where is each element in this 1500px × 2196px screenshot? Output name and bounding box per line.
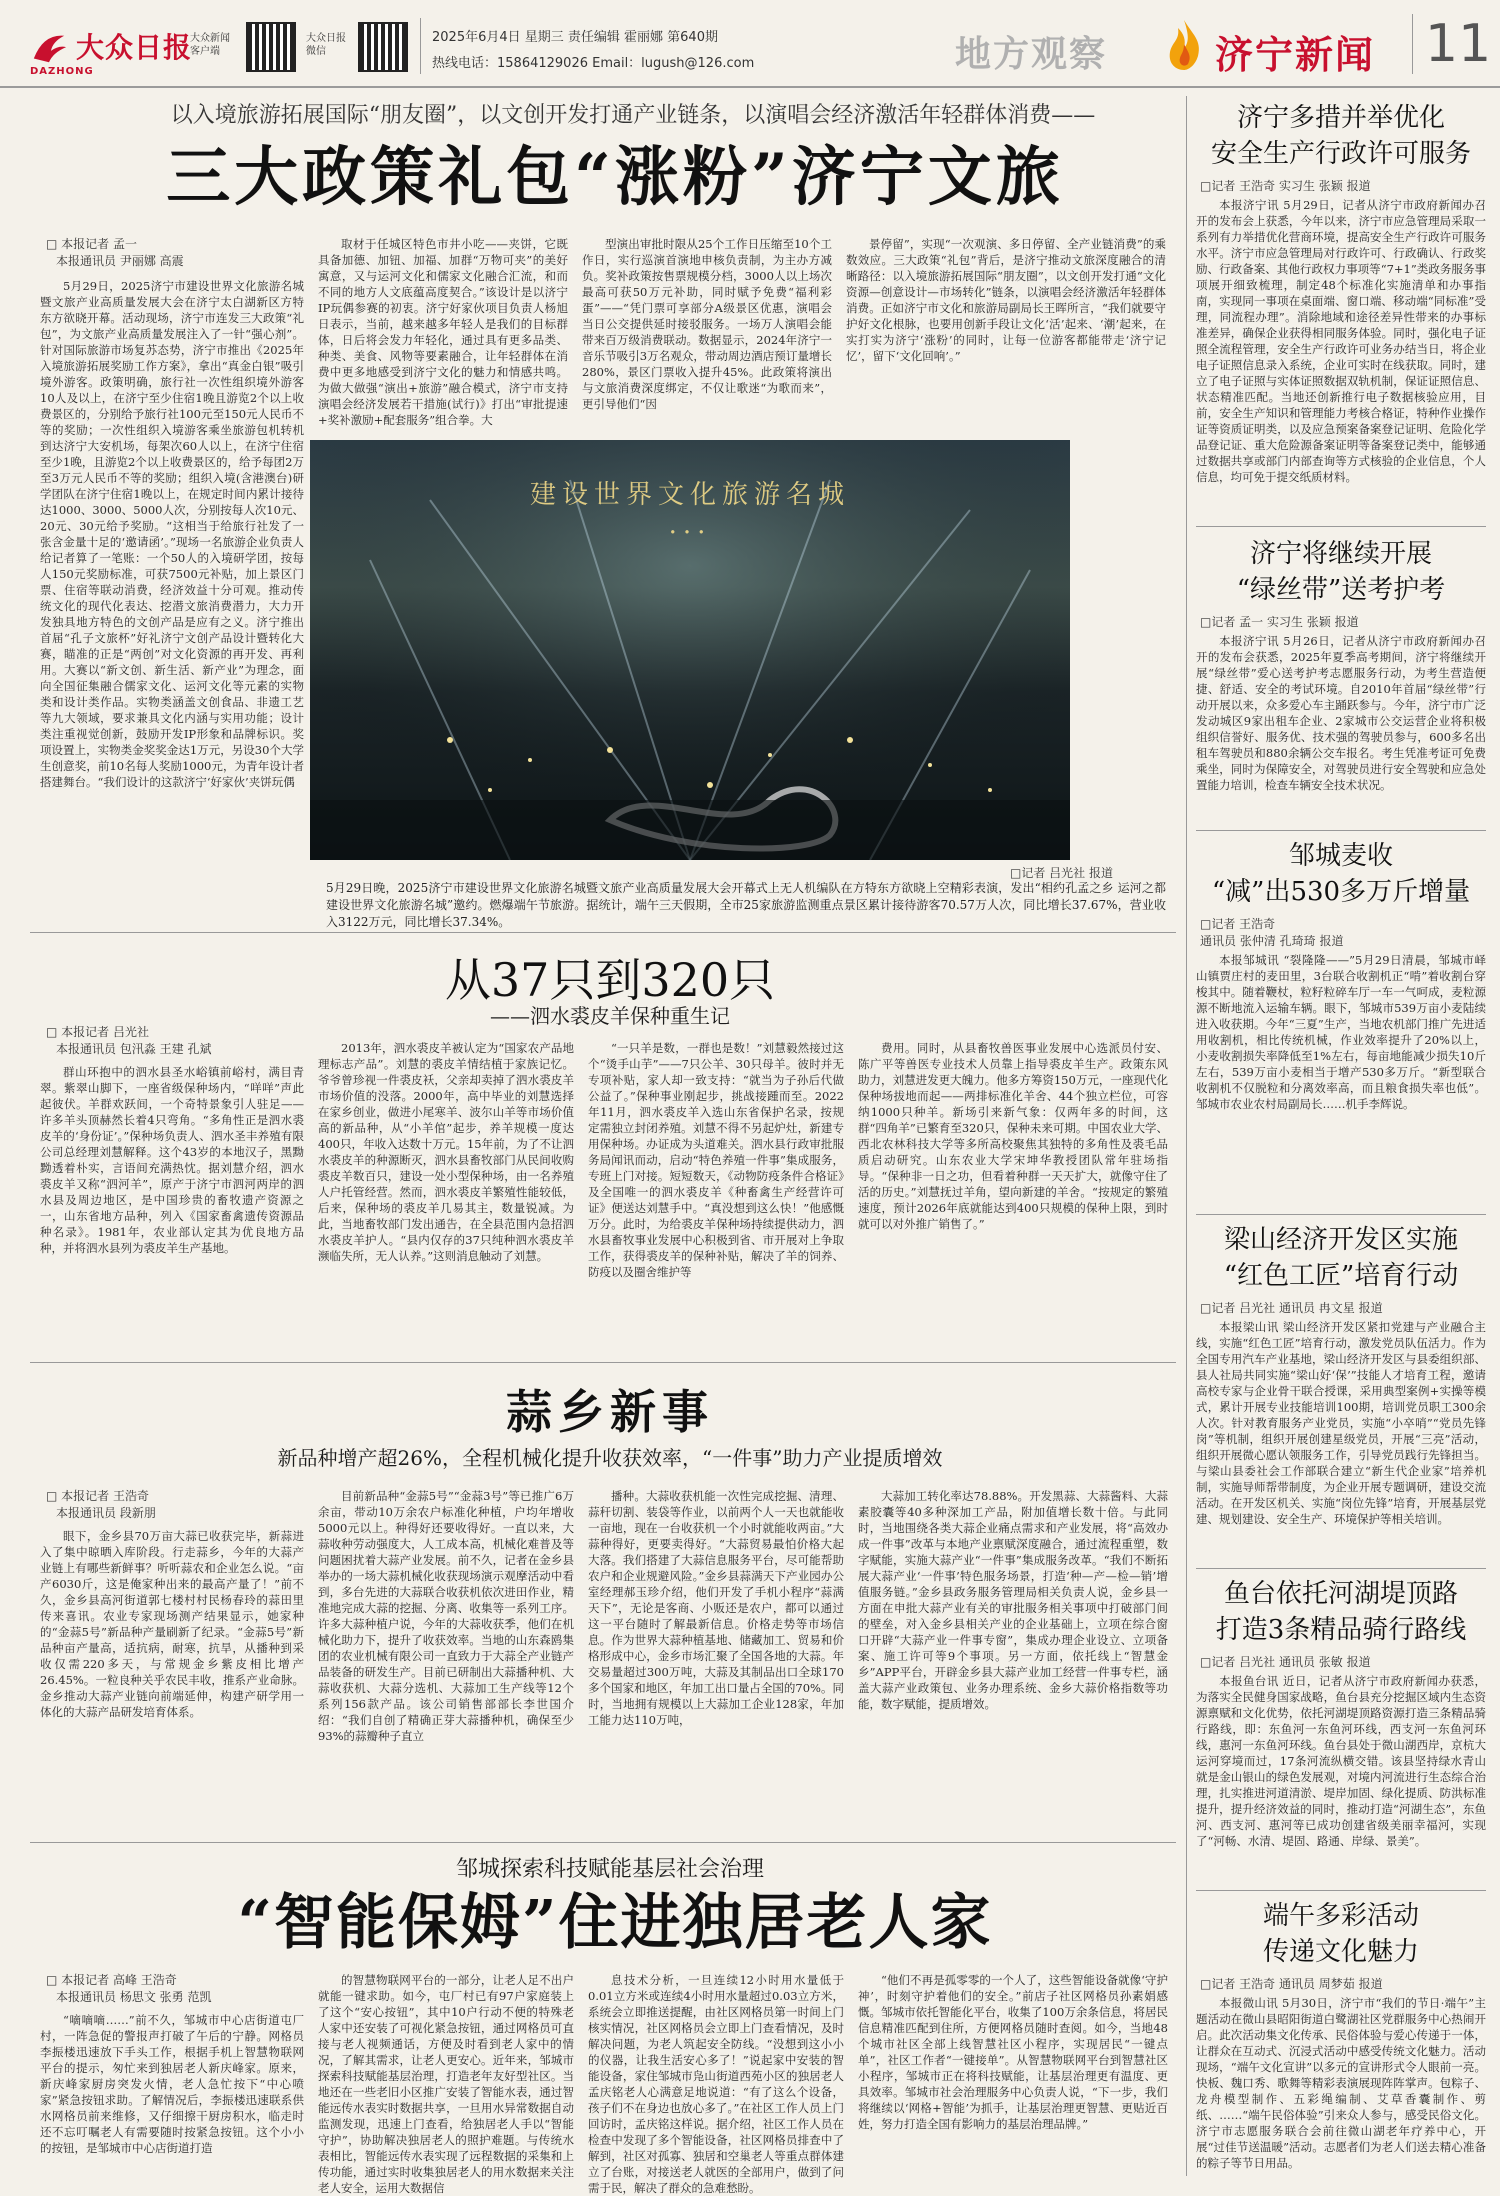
section-label: 地方观察 <box>955 34 1108 75</box>
story4-kicker: 邹城探索科技赋能基层社会治理 <box>455 1857 764 1882</box>
brief-3-body: 本报邹城讯 “裂隆隆——”5月29日清晨，邹城市峄山镇贾庄村的麦田里，3台联合收割机正“啃”着收割台穿梭其中。随着鞭杖，粒籽粒碎车厅一车一气呵成，麦粒源源不断地流入运输车辆。眼下，邹城市539万亩小麦陆续进入收获期。今年“三夏”生产，当地农机部门推广先进适用收割机，相比传统机械，作业效率提升了20%以上，小麦收割损失率降低至1%左右，每亩地能减少损失10斤左右，539万亩小麦相当于增产530多万斤。“新型联合收割机不仅脱粒和分离效率高，而且粮食损失率也低”。邹城市农业农村局副局长……机手李辉说。 <box>1196 953 1486 1111</box>
masthead-divider <box>420 18 421 74</box>
sidebar-rule-4 <box>1196 1568 1486 1569</box>
story4-col-3: 息技术分析，一旦连续12小时用水量低于0.01立方米或连续4小时用水量超过0.03立方米，系统会立即推送提醒，由社区网格员第一时间上门核实情况，社区网格员会立即上门查看情况，及时解决问题，为老人筑起安全防线。“没想到这小小的仪器，让我生活安心多了！”说起家中安装的智能设备，家住邹城市凫山街道西苑小区的独居老人孟庆铭老人心满意足地说道：“有了这么个设备，孩子们不在身边也放心多了。”在社区工作人员上门回访时，孟庆铭这样说。据介绍，社区工作人员在检查中发现了多个智能设备，社区网格员排查中了解到，社区对孤寡、独居和空巢老人等重点群体建立了台账，对接送老人就医的全部用户，做到了问需于民，解决了群众的急难愁盼。 <box>588 1973 844 2195</box>
story2-col-4: 费用。同时，从县畜牧兽医事业发展中心选派员付安、陈广平等兽医专业技术人员靠上指导裘皮羊生产。政策东风助力，刘慧进发更大魄力。他多方筹资150万元，一座现代化保种场拔地而起——两排标准化羊舍、44个独立栏位，可容纳1000只种羊。新场引来新气象：仅两年多的时间，这群“四角羊”已繁育至320只，保种未来可期。中国农业大学、西北农林科技大学等多所高校聚焦其独特的多角性及裘毛品质启动研究。山东农业大学宋坤华教授团队常年驻场指导。“保种非一日之功，但看着种群一天天扩大，就像守住了活的历史。”刘慧抚过羊角，望向新建的羊舍。“按规定的繁殖速度，预计2026年底就能达到400只规模的保种上限，到时就可以对外推广销售了。” <box>858 1041 1168 1231</box>
contact-line: 热线电话：15864129026 Email：lugush@126.com <box>432 56 755 71</box>
masthead <box>0 0 1500 88</box>
brief-3-byline: □记者 王浩奇 通讯员 张仲清 孔琦琦 报道 <box>1200 917 1344 948</box>
brief-6-byline: □记者 王浩奇 通讯员 周梦茹 报道 <box>1200 1977 1383 1991</box>
story2-headline: 从37只到320只 <box>444 953 776 1007</box>
story3-headline: 蒜乡新事 <box>506 1385 714 1439</box>
brief-1-body: 本报济宁讯 5月29日，记者从济宁市政府新闻办召开的发布会上获悉，今年以来，济宁市应急管理局采取一系列有力举措优化营商环境，提高安全生产行政许可服务水平。济宁市应急管理局对行政许可、行政确认、行政奖励、行政备案、其他行政权力事项等“7+1”类政务服务事项展开细致梳理，制定48个标准化实施清单和办事指南，实现同一事项在桌面端、窗口端、移动端“同标准”受理，同流程办理”。消除地域和途径差异性带来的办事标准差异，确保企业获得相同服务体验。同时，强化电子证照全流程管理，安全生产行政许可业务办结当日，将企业电子证照信息录入系统，企业可实时在线获取。同时，建立了电子证照与实体证照数据双轨机制，保证证照信息、状态精准匹配。当地还创新推行电子数据核验应用，目前，安全生产知识和管理能力考核合格证，特种作业操作证等资质证明类，以及应急预案备案登记证明、危险化学品登记证、重大危险源备案证明等备案登记类中，能够通过数据共享或部门内部查询等方式核验的企业信息，个人信息，均可免于提交纸质材料。 <box>1196 198 1486 484</box>
story2-col-1: 群山环抱中的泗水县圣水峪镇前峪村，满目青翠。紫翠山脚下，一座省级保种场内，“咩咩”声此起彼伏。羊群欢跃间，一个奇特景象引人驻足——许多羊头顶赫然长着4只弯角。“多角性正是泗水裘皮羊的‘身份证’。”保种场负责人、泗水圣丰养殖有限公司总经理刘慧解释。这个43岁的本地汉子，黑黝黝透着朴实，言语间充满热忱。据刘慧介绍，泗水裘皮羊又称“泗河羊”，原产于济宁市泗河两岸的泗水县及周边地区，是中国珍贵的畜牧遗产资源之一，山东省地方品种，列入《国家畜禽遗传资源品种名录》。1981年，农业部认定其为优良地方品种，并将泗水县列为裘皮羊生产基地。 <box>40 1065 304 1255</box>
story4-col-4: “他们不再是孤零零的一个人了，这些智能设备就像‘守护神’，时刻守护着他们的安全。”前店子社区网格员孙素娟感慨。邹城市依托智能化平台，收集了100万余条信息，将居民信息精准匹配到住所，方便网格员随时查阅。如今，当地48个城市社区全部上线智慧社区小程序，实现居民“一键点单”，社区工作者“一键接单”。从智慧物联网平台到智慧社区小程序，邹城市正在将科技赋能，让基层治理更有温度、更具效率。邹城市社会治理服务中心负责人说，“下一步，我们将继续以‘网格+智能’为抓手，让基层治理更智慧、更贴近百姓，努力打造全国有影响力的基层治理品牌。” <box>858 1973 1168 2131</box>
story4-byline: □ 本报记者 高峰 王浩奇 本报通讯员 杨思文 张勇 范凯 <box>46 1973 212 2004</box>
sidebar-brief-3 <box>1196 838 1486 1192</box>
story4-col-1: “嘀嘀嘀……”前不久，邹城市中心店街道屯厂村，一阵急促的警报声打破了午后的宁静。网格员李振楼迅速放下手头工作，根据手机上智慧物联网平台的提示，匆忙来到独居老人新庆峰家。原来，新庆峰家厨房突发火情，老人急忙按下“中心喷家”紧急按钮求助。了解情况后，李振楼迅速联系供水网格员前来维修，又仔细擦干厨房积水，临走时还不忘叮嘱老人有需要随时按紧急按钮。这个小小的按钮，是邹城市中心店街道打造 <box>40 2013 304 2155</box>
paper-latin: DAZHONG <box>30 66 94 77</box>
photo-drone-banner-2: ... <box>668 510 712 540</box>
story3-byline: □ 本报记者 王浩奇 本报通讯员 段新朋 <box>46 1489 156 1520</box>
story2-subhead: ——泗水裘皮羊保种重生记 <box>490 1004 730 1028</box>
story3-col-3: 播种。大蒜收获机能一次性完成挖掘、清理、蒜秆切割、装袋等作业，以前两个人一天也就能收一亩地，现在一台收获机一个小时就能收两亩。”大蒜种得好，更要卖得好。“大蒜贸易最怕价格大起大落。我们搭建了大蒜信息服务平台，尽可能帮助农户和企业规避风险。”金乡县蒜满天下产业园办公室经理郝玉珍介绍，他们开发了手机小程序“蒜满天下”，无论是客商、小贩还是农户，都可以通过这一平台随时了解最新信息。价格走势等市场信息。作为世界大蒜种植基地、储藏加工、贸易和价格形成中心，金乡市场汇聚了全国各地的大蒜。年交易量超过300万吨，大蒜及其制品出口全球170多个国家和地区，年加工出口量占全国的70%。同时，当地拥有规模以上大蒜加工企业128家，年加工能力达110万吨， <box>588 1489 844 1727</box>
paper-name: 大众日报 <box>76 31 193 64</box>
date-line: 2025年6月4日 星期三 责任编辑 霍丽娜 第640期 <box>432 30 718 45</box>
lead-col-3: 型演出审批时限从25个工作日压缩至10个工作日，实行巡演首演地申核负责制，为主办方减负。奖补政策按售票规模分档，3000人以上场次最高可获50万元补助，同时赋予免费“福利彩蛋”——“凭门票可享部分A级景区优惠，演唱会当日公交提供延时接驳服务。一场万人演唱会能带来百万级消费联动。数据显示，2024年济宁一音乐节吸引3万名观众，带动周边酒店预订量增长280%，景区门票收入提升45%。此政策将演出与文旅消费深度绑定，不仅让歌迷“为歌而来”，更引导他们“因 <box>582 237 832 411</box>
lead-col-2: 取材于任城区特色市井小吃——夹饼，它既具备加德、加钮、加福、加群“万物可夹”的美好寓意，又与运河文化和儒家文化融合汇流，和而不同的地方人文底蕴高度契合。”该设计是以济宁IP玩偶参赛的初衷。济宁好家伙项目负责人杨旭日表示，当前，越来越多年轻人是我们的目标群体，日后将会发力年轻化，通过具有更多品类、种类、美食、风物等要素融合，让年轻群体在消费中更多地感受到济宁文化的魅力和情感共鸣。为做大做强“演出+旅游”融合模式，济宁市支持演唱会经济发展若干措施(试行)》打出“审批提速+奖补激励+配套服务”组合拳。大 <box>318 237 568 427</box>
sidebar-rule-2 <box>1196 830 1486 831</box>
qr1-label: 大众新闻 客户端 <box>190 33 230 57</box>
brief-2-headline: 济宁将继续开展 “绿丝带”送考护考 <box>1236 539 1446 605</box>
sidebar-brief-4 <box>1196 1222 1486 1583</box>
section-name: 济宁新闻 <box>1215 33 1376 77</box>
rule-2 <box>30 1362 1176 1363</box>
story2-col-2: 2013年，泗水裘皮羊被认定为“国家农产品地理标志产品”。刘慧的裘皮羊情结植于家族记忆。爷爷曾珍视一件裘皮袄，父亲却卖掉了泗水裘皮羊市场价值的没落。2000年，高中毕业的刘慧选择在家乡创业，做进小尾寒羊、波尔山羊等市场价值高的新品种，从“小羊倌”起步，养羊规模一度达400只，年收入达数十万元。15年前，为了不让泗水裘皮羊的种源断灭，泗水县畜牧部门从民间收购裘皮羊数百只，建设一处小型保种场，由一名养殖人户托管经营。然而，泗水裘皮羊繁殖性能较低，后来，保种场的裘皮羊几易其主，数量锐减。为此，当地畜牧部门发出通告，在全县范围内急招泗水裘皮羊护人。“县内仅存的37只纯种泗水裘皮羊濒临失所，无人认养。”这则消息触动了刘慧。 <box>318 1041 574 1263</box>
brief-3-headline: 邹城麦收 “减”出530多万斤增量 <box>1211 841 1471 907</box>
sidebar-brief-1 <box>1196 100 1486 517</box>
brief-1-headline: 济宁多措并举优化 安全生产行政许可服务 <box>1210 103 1471 169</box>
brief-1-byline: □记者 王浩奇 实习生 张颖 报道 <box>1200 179 1371 193</box>
brief-6-headline: 端午多彩活动 传递文化魅力 <box>1262 1901 1419 1967</box>
lead-col-4: 景停留”，实现“一次观演、多日停留、全产业链消费”的乘数效应。三大政策“礼包”背后，是济宁推动文旅深度融合的清晰路径：以入境旅游拓展国际“朋友圈”，以文创开发打通“文化资源—创意设计—市场转化”链条，以演唱会经济激活年轻群体消费。正如济宁市文化和旅游局副局长王晖所言，“我们就要守护好文化根脉，也要用创新手段让文化‘活’起来、‘潮’起来，在实打实为济宁‘涨粉’的同时，让每一位游客都能带走‘济宁记忆’，留下‘文化回响’。” <box>846 237 1166 363</box>
lead-photo <box>310 440 1070 860</box>
story3-col-4: 大蒜加工转化率达78.88%。开发黑蒜、大蒜酱料、大蒜素胶囊等40多种深加工产品，附加值增长数十倍。与此同时，当地围绕各类大蒜企业痛点需求和产业发展，将“高效办成一件事”改革与本地产业禀赋深度融合，通过流程重塑，数字赋能，实施大蒜产业“一件事”集成服务改革。“我们不断拓展大蒜产业‘一件事’特色服务场景，打造‘种—产—检—销’增值服务链。”金乡县政务服务管理局相关负责人说，金乡县一方面在申批大蒜产业有关的审批服务相关事项中打破部门间的壁垒，对入金乡县相关产业的企业基础上，立项在综合窗口开辟“大蒜产业一件事专窗”，集成办理企业设立、立项备案、施工许可等9个事项。另一方面，依托线上“智慧金乡”APP平台，开辟金乡县大蒜产业加工经营一件事专栏，涵盖大蒜产业政策包、业务办理系统、金乡大蒜价格指数等功能，数字赋能，提质增效。 <box>858 1489 1168 1711</box>
photo-drone-banner: 建设世界文化旅游名城 <box>529 480 850 510</box>
sidebar-divider <box>1186 96 1187 2176</box>
lead-kicker: 以入境旅游拓展国际“朋友圈”，以文创开发打通产业链条，以演唱会经济激活年轻群体消费—— <box>170 103 1096 128</box>
brief-5-body: 本报鱼台讯 近日，记者从济宁市政府新闻办获悉，为落实全民健身国家战略，鱼台县充分挖掘区域内生态资源禀赋和文化优势，依托河湖堤顶路资源打造三条精品骑行路线，即：东鱼河一东鱼河环线，西支河一东鱼河环线，惠河一东鱼河环线。鱼台县处于微山湖西岸，京杭大运河穿境而过，17条河流纵横交错。该县坚持绿水青山就是金山银山的绿色发展观，对境内河流进行生态综合治理，扎实推进河道清淤、堤岸加固、绿化提质、防洪标准提升，提升经济效益的同时，推动打造“河湖生态”，东鱼河、西支河、惠河等已成功创建省级美丽幸福河，实现了“河畅、水清、堤固、路通、岸绿、景美”。 <box>1196 1674 1486 1848</box>
story2-col-3: “一只羊是数，一群也是数！”刘慧毅然接过这个“烫手山芋”——7只公羊、30只母羊。彼时并无专项补贴，家人却一致支持：“就当为子孙后代做公益了。”保种事业刚起步，挑战接踵而至。2022年11月，泗水裘皮羊入选山东省保护名录，按规定需独立封闭养殖。刘慧不得不另起炉灶，新建专用保种场。办证成为头道难关。泗水县行政审批服务局闻讯而动，启动“特色养殖一件事”集成服务，专班上门对接。短短数天，《动物防疫条件合格证》及全国唯一的泗水裘皮羊《种畜禽生产经营许可证》便送达刘慧手中。“真没想到这么快！”他感慨万分。此时，为给裘皮羊保种场持续提供动力，泗水县畜牧事业发展中心积极到省、市开展对上争取工作，获得裘皮羊的保种补贴，解决了羊的饲养、防疫以及圈舍维护等 <box>588 1041 844 1279</box>
lead-photo-caption: 5月29日晚，2025济宁市建设世界文化旅游名城暨文旅产业高质量发展大会开幕式上无人机编队在方特东方欲晓上空精彩表演，发出“相约孔孟之乡 运河之都 建设世界文化旅游名城”邀约。燃爆端午节旅游。据统计，端午三天假期，全市25家旅游监测重点景区累计接待游客70.57万人次，同比增长37.67%，营业收入3122万元，同比增长37.34%。 <box>326 881 1166 929</box>
brief-2-body: 本报济宁讯 5月26日，记者从济宁市政府新闻办召开的发布会获悉，2025年夏季高考期间，济宁将继续开展“绿丝带”爱心送考护考志愿服务行动，为考生营造便捷、舒适、安全的考试环境。自2010年首届“绿丝带”行动开展以来，众多爱心车主踊跃参与。今年，济宁市广泛发动城区9家出租车企业、2家城市公交运营企业将积极组织信誉好、服务优、技术强的驾驶员参与，600多名出租车驾驶员和880余辆公交车报名。考生凭准考证可免费乘坐，同时为保障安全，对驾驶员进行安全驾驶和应急处置能力培训，检查车辆安全技术状况。 <box>1196 634 1486 792</box>
brief-4-headline: 梁山经济开发区实施 “红色工匠”培育行动 <box>1223 1225 1459 1291</box>
lead-headline: 三大政策礼包“涨粉”济宁文旅 <box>166 140 1064 215</box>
story3-col-1: 眼下，金乡县70万亩大蒜已收获完毕，新蒜进入了集中晾晒入库阶段。行走蒜乡，今年的大蒜产业链上有哪些新鲜事？听听蒜农和企业怎么说。“亩产6030斤，这是俺家种出来的最高产量了！”前不久，金乡县高河街道郭七楼村村民杨春玲的蒜田里传来喜讯。农业专家现场测产结果显示，她家种的“金蒜5号”新品种产量刷新了纪录。“金蒜5号”新品种亩产量高，适抗病，耐寒，抗旱，从播种到采收仅需220多天，与常规金乡紫皮相比增产26.45%。一粒良种关乎农民丰收，推系产业命脉。金乡推动大蒜产业链向前端延伸，构建产研学用一体化的大蒜产品研发培育体系。 <box>40 1529 304 1719</box>
qr2-code-icon <box>358 22 408 72</box>
lead-byline: □ 本报记者 孟一 本报通讯员 尹丽娜 高震 <box>46 237 184 268</box>
rule-1 <box>30 932 1176 933</box>
lead-photo-credit: □记者 吕光社 报道 <box>1010 866 1113 880</box>
brief-5-headline: 鱼台依托河湖堤顶路 打造3条精品骑行路线 <box>1215 1579 1467 1645</box>
story4-headline: “智能保姆”住进独居老人家 <box>237 1888 993 1958</box>
brief-2-byline: □记者 孟一 实习生 张颖 报道 <box>1200 615 1359 629</box>
story3-col-2: 目前新品种“金蒜5号”“金蒜3号”等已推广6万余亩，带动10万余农户标准化种植，户均年增收5000元以上。种得好还要收得好。一直以来，大蒜收种劳动强度大，人工成本高，机械化难普及等问题困扰着大蒜产业发展。前不久，记者在金乡县举办的一场大蒜机械化收获现场演示观摩活动中看到，多台先进的大蒜联合收获机依次进田作业，精准地完成大蒜的挖掘、分离、收集等一系列工序。许多大蒜种植户说，今年的大蒜收获季，他们在机械化助力下，提升了收获效率。当地的山东森鸥集团的农业机械有限公司一直致力于大蒜全产业链产品装备的研发生产。目前已研制出大蒜播种机、大蒜收获机、大蒜分选机、大蒜加工生产线等12个系列156款产品。该公司销售部部长李世国介绍：“我们自创了精确正芽大蒜播种机，确保至少93%的蒜瓣种子直立 <box>318 1489 574 1743</box>
lead-col-1: 5月29日，2025济宁市建设世界文化旅游名城暨文旅产业高质量发展大会在济宁太白湖新区方特东方欲晓开幕。活动现场，济宁市连发三大政策“礼包”，为文旅产业高质量发展注入了一针“强心剂”。针对国际旅游市场复苏态势，济宁市推出《2025年入境旅游拓展奖励工作方案》，拿出“真金白银”吸引境外游客。政策明确，旅行社一次性组织境外游客10人及以上，在济宁至少住宿1晚且游览2个以上收费景区的，分别给予旅行社100元至150元人民币不等的奖励；一次性组织入境游客乘坐旅游包机转机到达济宁大安机场，每架次60人以上，在济宁住宿至少1晚，且游览2个以上收费景区的，给予每团2万至3万元人民币不等的奖励；组织入境(含港澳台)研学团队在济宁住宿1晚以上，在规定时间内累计接待达1000、3000、5000人次，分别按每人次10元、20元、30元给予奖励。“这相当于给旅行社发了一张含金量十足的‘邀请函’。”现场一名旅游企业负责人给记者算了一笔账：一个50人的入境研学团，按每人150元奖励标准，可获7500元补贴，加上景区门票、住宿等联动消费，经济效益十分可观。推动传统文化的现代化表达、挖潜文旅消费潜力，大力开发独具地方特色的文创产品是应有之义。济宁推出首届“孔子文旅杯”好礼济宁文创产品设计暨转化大赛，瞄准的正是“两创”对文化资源的再开发、再利用。大赛以“新文创、新生活、新产业”为理念，面向全国征集融合儒家文化、运河文化等元素的实物类和设计类作品。实物类涵盖文创食品、非遗工艺等九大领域，要求兼具文化内涵与实用功能；设计类注重视觉创新，鼓励开发IP形象和品牌标识。奖项设置上，实物类金奖奖金达1万元，另设30个大学生创意奖，前10名每人奖励1000元，为青年设计者搭建舞台。“我们设计的这款济宁‘好家伙’夹饼玩偶 <box>40 279 304 789</box>
sidebar-brief-2 <box>1196 536 1486 841</box>
story3-subhead: 新品种增产超26%，全程机械化提升收获效率，“一件事”助力产业提质增效 <box>277 1446 943 1470</box>
brief-4-body: 本报梁山讯 梁山经济开发区紧扣党建与产业融合主线，实施“红色工匠”培育行动，激发党员队伍活力。作为全国专用汽车产业基地，梁山经济开发区与县委组织部、县人社局共同实施“梁山好‘保’”技能人才培育工程，邀请高校专家与企业骨干联合授课，采用典型案例+实操等模式，累计开展专业技能培训100期，培训党员职工300余人次。针对教育服务产业党员，实施“小卒哨”“党员先锋岗”等机制，组织开展创建星级党员，开展“三亮”活动，组织开展微心愿认领服务工作，引导党员践行先锋担当。与梁山县委社会工作部联合建立“新生代企业家”培养机制，实施导师帮带制度，为企业开展专题调研，建设交流活动。在开发区机关、实施“岗位先锋”培育，开展基层党建、规划建设、安全生产、环境保护等相关培训。 <box>1196 1320 1486 1526</box>
sidebar-rule-3 <box>1196 1214 1486 1215</box>
story4-col-2: 的智慧物联网平台的一部分，让老人足不出户就能一键求助。如今，屯厂村已有97户家庭装上了这个“安心按钮”，其中10户行动不便的特殊老人家中还安装了可视化紧急按钮，通过网格员可直接与老人视频通话，方便及时看到老人家中的情况，了解其需求，让老人更安心。近年来，邹城市探索科技赋能基层治理，打造老年友好型社区。当地还在一些老旧小区推广安装了智能水表，通过智能远传水表实时数据共享，一旦用水异常数据自动监测发现，迅速上门查看，给独居老人手以“智能守护”，协助解决独居老人的照护难题。与传统水表相比，智能远传水表实现了远程数据的采集和上传功能，通过实时收集独居老人的用水数据来关注老人安全，运用大数据信 <box>318 1973 574 2195</box>
sidebar-brief-6 <box>1196 1898 1486 2171</box>
brief-4-byline: □记者 吕光社 通讯员 冉文星 报道 <box>1200 1301 1383 1315</box>
story2-byline: □ 本报记者 吕光社 本报通讯员 包汛淼 王建 孔斌 <box>46 1025 212 1056</box>
sidebar-rule-5 <box>1196 1890 1486 1891</box>
paper-logo-icon <box>30 30 68 68</box>
qr1-code-icon <box>246 22 296 72</box>
page-number-divider <box>1412 14 1413 74</box>
flame-logo-icon <box>1162 18 1206 72</box>
brief-5-byline: □记者 吕光社 通讯员 张敏 报道 <box>1200 1655 1371 1669</box>
qr2-label: 大众日报 微信 <box>306 33 346 57</box>
brief-6-body: 本报微山讯 5月30日，济宁市“我们的节日·端午”主题活动在微山县昭阳街道白鹭湖社区党群服务中心热闹开启。此次活动集文化传承、民俗体验与爱心传递于一体，让群众在互动式、沉浸式活动中感受传统文化魅力。活动现场，“端午文化宣讲”以多元的宣讲形式令人眼前一亮。快板、魏口秀、歌舞等精彩表演展现阵阵掌声。包粽子、龙舟模型制作、五彩绳编制、艾草香囊制作、剪纸、……“端午民俗体验”引来众人参与，感受民俗文化。济宁市志愿服务联合会前往微山湖老年疗养中心，开展“过佳节送温暖”活动。志愿者们为老人们送去精心准备的粽子等节日用品。 <box>1196 1996 1486 2170</box>
page-number: 11 <box>1425 14 1492 74</box>
sidebar-rule-1 <box>1196 526 1486 527</box>
rule-3 <box>30 1842 1176 1843</box>
sidebar-brief-5 <box>1196 1576 1486 1905</box>
